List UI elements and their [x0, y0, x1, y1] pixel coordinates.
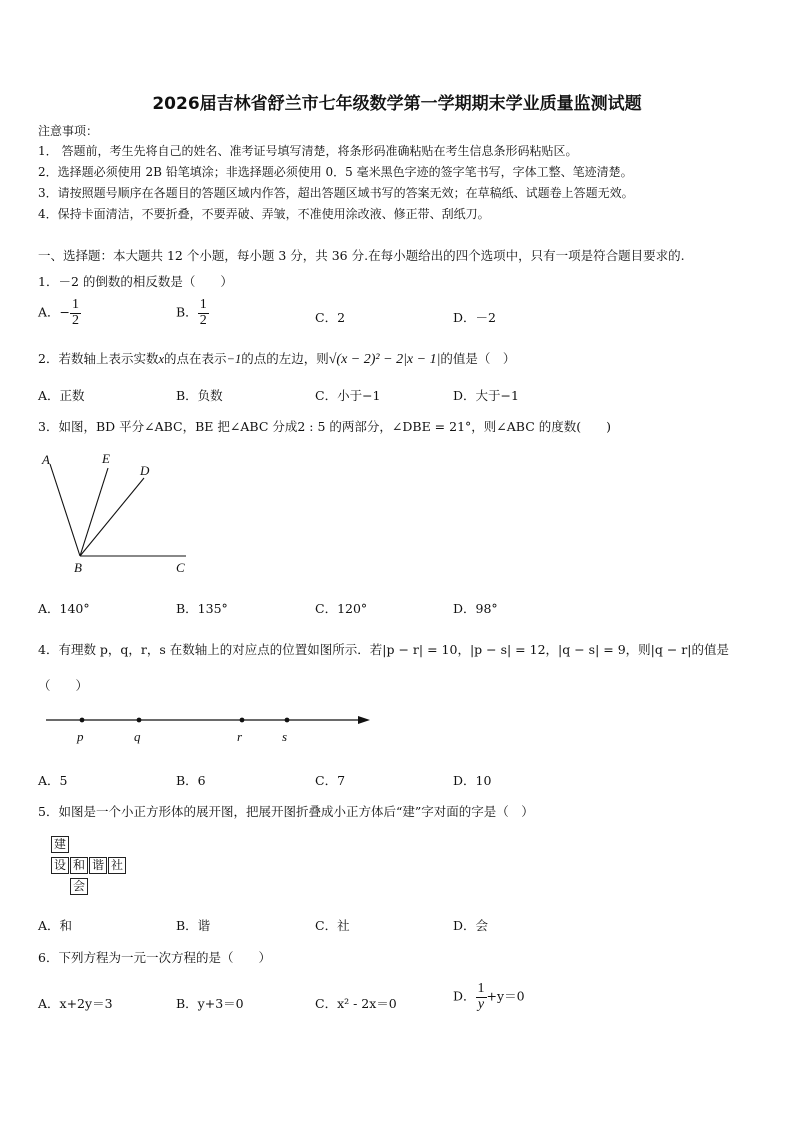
- question-1-stem: 1．－2 的倒数的相反数是（ ）: [38, 274, 233, 289]
- q1-option-c: C．2: [315, 310, 346, 325]
- q3-option-c: C．120°: [315, 601, 368, 616]
- number-line-arrow: [358, 716, 370, 724]
- label-b: B: [74, 560, 82, 575]
- point-r: [240, 718, 245, 723]
- q2-option-b: B．负数: [176, 388, 223, 403]
- label-p: p: [77, 729, 84, 744]
- net-cell: 设: [51, 857, 69, 874]
- point-q: [137, 718, 142, 723]
- q6-option-c: C．x² - 2x＝0: [315, 996, 397, 1011]
- label-d: D: [140, 463, 150, 478]
- notice-item: 1． 答题前，考生先将自己的姓名、准考证号填写清楚，将条形码准确粘贴在考生信息条形码粘贴区。: [38, 144, 578, 158]
- q4-number-line: [40, 708, 380, 748]
- notice-item: 4．保持卡面清洁，不要折叠，不要弄破、弄皱，不准使用涂改液、修正带、刮纸刀。: [38, 207, 490, 221]
- page-title: 2026届吉林省舒兰市七年级数学第一学期期末学业质量监测试题: [152, 94, 642, 114]
- net-cell: 和: [70, 857, 88, 874]
- q2-option-a: A．正数: [38, 388, 85, 403]
- label-s: s: [282, 729, 288, 744]
- q6-option-d: D． $\frac{1}{y}$ +y＝0: [453, 981, 525, 1012]
- q5-option-b: B．谐: [176, 918, 211, 933]
- q6-option-a: A．x+2y＝3: [38, 996, 113, 1011]
- question-5-stem: 5．如图是一个小正方形体的展开图，把展开图折叠成小正方体后“建”字对面的字是（ ）: [38, 804, 534, 819]
- label-c: C: [176, 560, 185, 575]
- question-2-stem: 2．若数轴上表示实数x的点在表示−1的点的左边，则√(x − 2)² − 2|x − 1|的值是（ ）: [38, 351, 516, 367]
- label-a: A: [42, 452, 50, 467]
- notice-item: 2．选择题必须使用 2B 铅笔填涂；非选择题必须使用 0．5 毫米黑色字迹的签字笔书写，字体工整、笔迹清楚。: [38, 165, 633, 179]
- point-s: [285, 718, 290, 723]
- notice-heading: 注意事项：: [38, 124, 99, 138]
- net-cell: 建: [51, 836, 69, 853]
- q1-option-d: D．－2: [453, 310, 496, 325]
- net-cell: 社: [108, 857, 126, 874]
- ray-be: [80, 468, 108, 556]
- fraction: $\frac{1}{2}$: [72, 297, 80, 328]
- q6-option-b: B．y+3＝0: [176, 996, 244, 1011]
- label-r: r: [237, 729, 243, 744]
- net-cell: 会: [70, 878, 88, 895]
- ray-ba: [50, 464, 80, 556]
- q5-option-d: D．会: [453, 918, 489, 933]
- label-e: E: [102, 451, 110, 466]
- q3-angle-figure: [36, 448, 196, 578]
- question-4-stem: 4．有理数 p，q，r，s 在数轴上的对应点的位置如图所示．若|p − r| = 10，|p − s| = 12，|q − s| = 9，则|q − r|的值是: [38, 642, 729, 657]
- q1-option-a: A．− $\frac{1}{2}$: [38, 297, 80, 328]
- fraction: $\frac{1}{2}$: [199, 297, 207, 328]
- q3-option-d: D．98°: [453, 601, 498, 616]
- section-heading: 一、选择题：本大题共 12 个小题，每小题 3 分，共 36 分.在每小题给出的四个选项中，只有一项是符合题目要求的.: [38, 248, 685, 263]
- question-3-stem: 3．如图，BD 平分∠ABC，BE 把∠ABC 分成2 : 5 的两部分，∠DBE = 21°，则∠ABC 的度数( ): [38, 419, 611, 434]
- fraction: $\frac{1}{y}$: [477, 981, 485, 1012]
- label-q: q: [134, 729, 141, 744]
- q5-option-c: C．社: [315, 918, 350, 933]
- q3-option-b: B．135°: [176, 601, 228, 616]
- notice-item: 3．请按照题号顺序在各题目的答题区域内作答，超出答题区域书写的答案无效；在草稿纸、试题卷上答题无效。: [38, 186, 634, 200]
- q2-option-d: D．大于−1: [453, 388, 519, 403]
- q4-option-a: A．5: [38, 773, 68, 788]
- q2-expression: √(x − 2)² − 2|x − 1|: [328, 352, 441, 367]
- point-p: [80, 718, 85, 723]
- q5-option-a: A．和: [38, 918, 73, 933]
- q1-option-b: B． $\frac{1}{2}$: [176, 297, 207, 328]
- q3-option-a: A．140°: [38, 601, 90, 616]
- q4-option-b: B．6: [176, 773, 206, 788]
- net-cell: 谐: [89, 857, 107, 874]
- question-4-paren: （ ）: [38, 678, 89, 693]
- q2-option-c: C．小于−1: [315, 388, 381, 403]
- q4-option-c: C．7: [315, 773, 346, 788]
- question-6-stem: 6．下列方程为一元一次方程的是（ ）: [38, 950, 271, 965]
- ray-bd: [80, 478, 144, 556]
- q4-option-d: D．10: [453, 773, 492, 788]
